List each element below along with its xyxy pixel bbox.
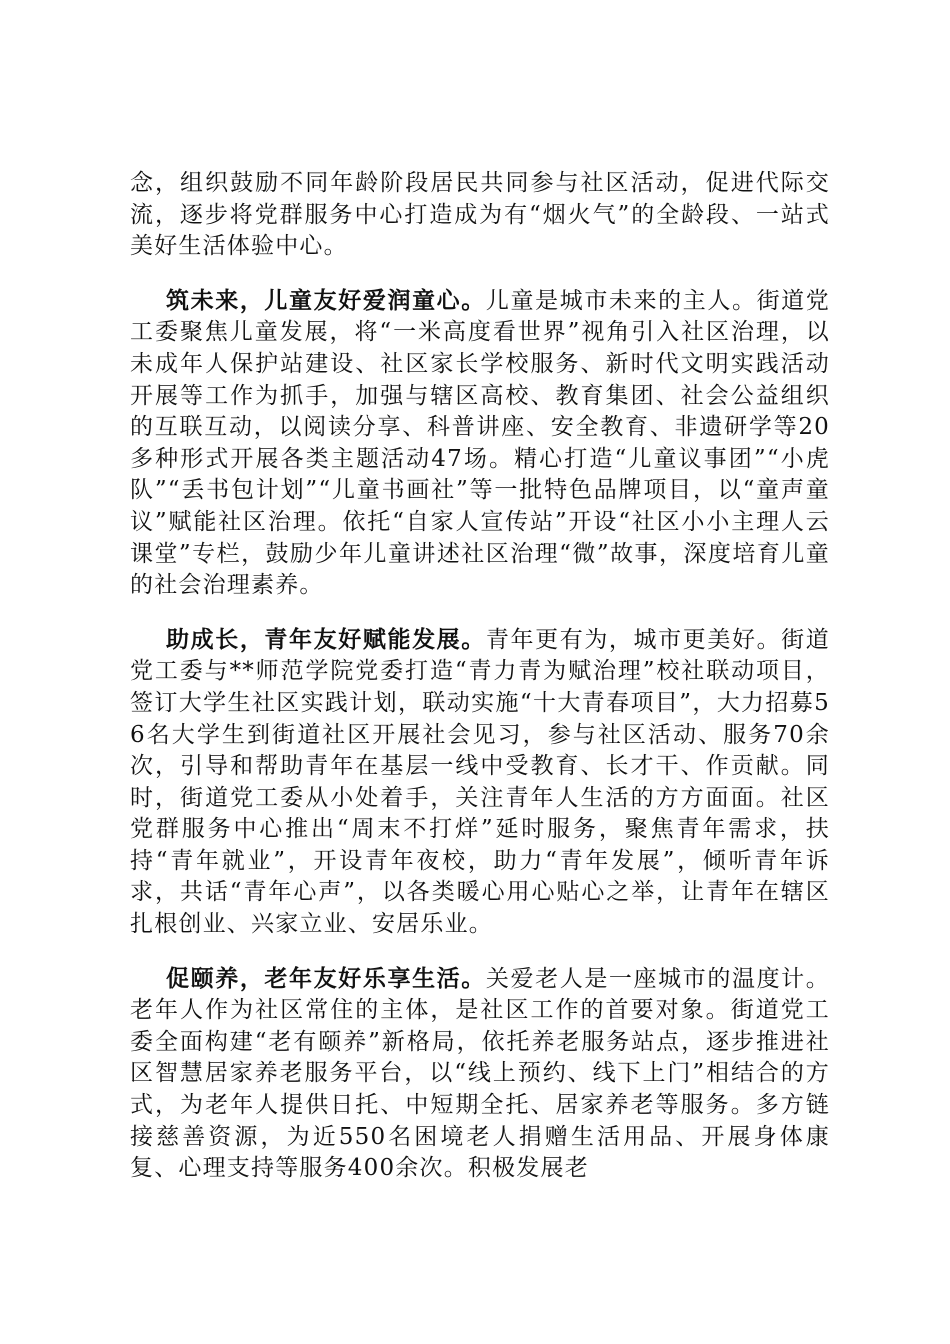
paragraph-text-elderly: 关爱老人是一座城市的温度计。老年人作为社区常住的主体，是社区工作的首要对象。街道党工委全面构建“老有颐养”新格局，依托养老服务站点，逐步推进社区智慧居家养老服务平台，以“线上预约、线下上门”相结合的方式，为老年人提供日托、中短期全托、居家养老等服务。多方链接慈善资源，为近550名困境老人捐赠生活用品、开展身体康复、心理支持等服务400余次。积极发展老	[130, 965, 830, 1182]
paragraph-continuation	[130, 168, 830, 263]
paragraph-text-children: 儿童是城市未来的主人。街道党工委聚焦儿童发展，将“一米高度看世界”视角引入社区治理，以未成年人保护站建设、社区家长学校服务、新时代文明实践活动开展等工作为抓手，加强与辖区高校、教育集团、社会公益组织的互联互动，以阅读分享、科普讲座、安全教育、非遗研学等20多种形式开展各类主题活动47场。精心打造“儿童议事团”“小虎队”“丢书包计划”“儿童书画社”等一批特色品牌项目，以“童声童议”赋能社区治理。依托“自家人宣传站”开设“社区小小主理人云课堂”专栏，鼓励少年儿童讲述社区治理“微”故事，深度培育儿童的社会治理素养。	[130, 287, 830, 599]
paragraph-youth	[130, 625, 830, 941]
paragraph-elderly	[130, 964, 830, 1185]
paragraph-lead-elderly: 促颐养，老年友好乐享生活。	[166, 965, 486, 992]
paragraph-text: 念，组织鼓励不同年龄阶段居民共同参与社区活动，促进代际交流，逐步将党群服务中心打造成为有“烟火气”的全龄段、一站式美好生活体验中心。	[130, 170, 830, 260]
paragraph-lead-children: 筑未来，儿童友好爱润童心。	[166, 287, 486, 314]
paragraph-lead-youth: 助成长，青年友好赋能发展。	[166, 626, 486, 653]
paragraph-children	[130, 286, 830, 602]
document-body	[130, 168, 830, 1208]
paragraph-text-youth: 青年更有为，城市更美好。街道党工委与**师范学院党委打造“青力青为赋治理”校社联动项目，签订大学生社区实践计划，联动实施“十大青春项目”，大力招募56名大学生到街道社区开展社会见习，参与社区活动、服务70余次，引导和帮助青年在基层一线中受教育、长才干、作贡献。同时，街道党工委从小处着手，关注青年人生活的方方面面。社区党群服务中心推出“周末不打烊”延时服务，聚焦青年需求，扶持“青年就业”，开设青年夜校，助力“青年发展”，倾听青年诉求，共话“青年心声”，以各类暖心用心贴心之举，让青年在辖区扎根创业、兴家立业、安居乐业。	[130, 626, 830, 938]
